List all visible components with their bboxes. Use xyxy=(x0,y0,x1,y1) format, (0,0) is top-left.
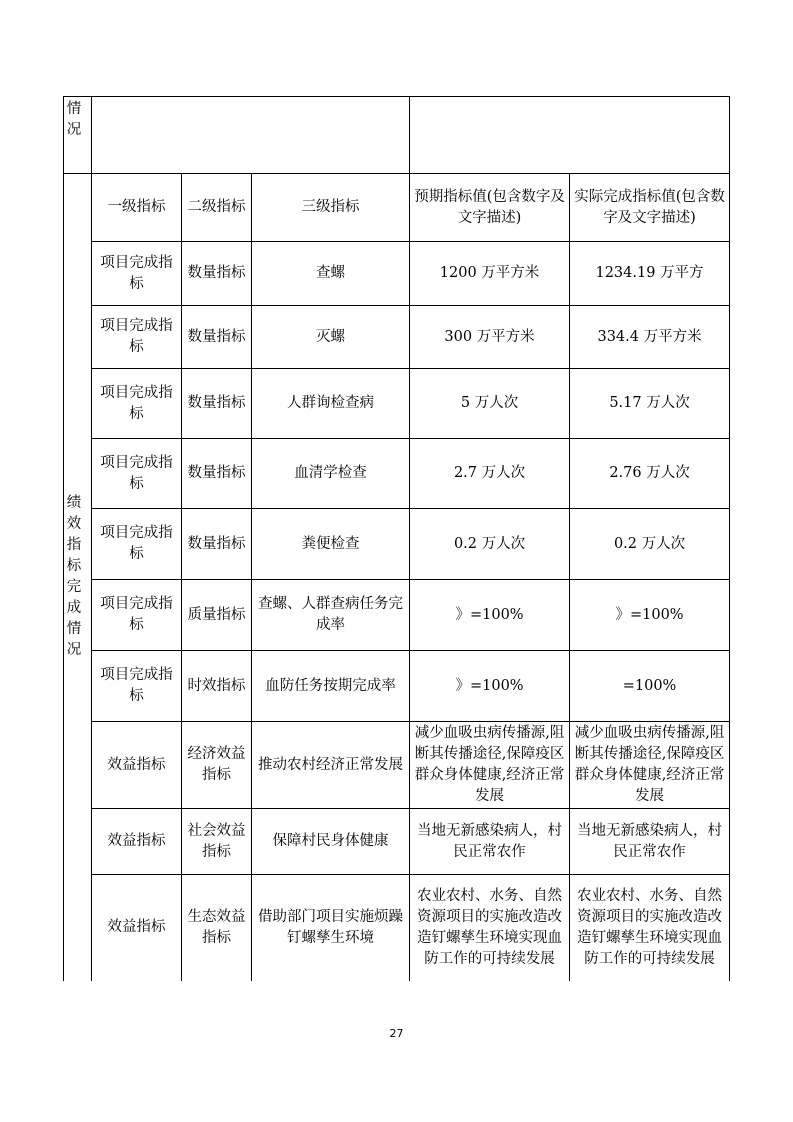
level2-cell: 数量指标 xyxy=(182,242,252,306)
actual-value-cell: 334.4 万平方米 xyxy=(570,306,730,369)
table-row xyxy=(64,875,730,981)
level2-cell: 数量指标 xyxy=(182,306,252,369)
level1-cell: 项目完成指标 xyxy=(92,306,182,369)
level1-cell: 项目完成指标 xyxy=(92,369,182,439)
level3-cell: 推动农村经济正常发展 xyxy=(252,722,410,809)
table-row xyxy=(64,580,730,651)
table-body xyxy=(64,97,730,981)
expected-value-cell: 》=100% xyxy=(410,580,570,651)
actual-value-cell: 5.17 万人次 xyxy=(570,369,730,439)
table-row xyxy=(64,369,730,439)
level3-cell: 查螺 xyxy=(252,242,410,306)
section-label: 绩效指标完成情况 xyxy=(64,174,92,981)
top-partial-row xyxy=(64,97,730,174)
level2-cell: 经济效益指标 xyxy=(182,722,252,809)
expected-value-cell: 农业农村、水务、自然资源项目的实施改造改造钉螺孳生环境实现血防工作的可持续发展 xyxy=(410,875,570,981)
table-row xyxy=(64,439,730,509)
page-number: 27 xyxy=(389,1027,404,1040)
table-row xyxy=(64,242,730,306)
level2-cell: 生态效益指标 xyxy=(182,875,252,981)
level2-cell: 质量指标 xyxy=(182,580,252,651)
level3-cell: 灭螺 xyxy=(252,306,410,369)
expected-value-cell: 》=100% xyxy=(410,651,570,722)
table-row xyxy=(64,809,730,875)
table-row xyxy=(64,651,730,722)
actual-value-cell: 1234.19 万平方 xyxy=(570,242,730,306)
actual-value-cell: =100% xyxy=(570,651,730,722)
level3-cell: 保障村民身体健康 xyxy=(252,809,410,875)
expected-value-cell: 2.7 万人次 xyxy=(410,439,570,509)
level3-cell: 血防任务按期完成率 xyxy=(252,651,410,722)
header-level1: 一级指标 xyxy=(92,174,182,242)
header-level2: 二级指标 xyxy=(182,174,252,242)
actual-value-cell: 减少血吸虫病传播源,阻断其传播途径,保障疫区群众身体健康,经济正常发展 xyxy=(570,722,730,809)
actual-value-cell: 农业农村、水务、自然资源项目的实施改造改造钉螺孳生环境实现血防工作的可持续发展 xyxy=(570,875,730,981)
level3-cell: 借助部门项目实施烦躁钉螺孳生环境 xyxy=(252,875,410,981)
level3-cell: 粪便检查 xyxy=(252,509,410,580)
expected-value-cell: 300 万平方米 xyxy=(410,306,570,369)
actual-value-cell: 0.2 万人次 xyxy=(570,509,730,580)
top-row-empty-cell xyxy=(92,97,410,174)
level2-cell: 社会效益指标 xyxy=(182,809,252,875)
actual-value-cell: 2.76 万人次 xyxy=(570,439,730,509)
level1-cell: 项目完成指标 xyxy=(92,509,182,580)
level1-cell: 项目完成指标 xyxy=(92,651,182,722)
header-actual: 实际完成指标值(包含数字及文字描述) xyxy=(570,174,730,242)
header-row xyxy=(64,174,730,242)
expected-value-cell: 0.2 万人次 xyxy=(410,509,570,580)
level2-cell: 数量指标 xyxy=(182,439,252,509)
level1-cell: 项目完成指标 xyxy=(92,242,182,306)
top-row-label: 情况 xyxy=(64,97,92,174)
table-row xyxy=(64,306,730,369)
expected-value-cell: 减少血吸虫病传播源,阻断其传播途径,保障疫区群众身体健康,经济正常发展 xyxy=(410,722,570,809)
expected-value-cell: 5 万人次 xyxy=(410,369,570,439)
level3-cell: 人群询检查病 xyxy=(252,369,410,439)
level1-cell: 项目完成指标 xyxy=(92,580,182,651)
level1-cell: 效益指标 xyxy=(92,722,182,809)
expected-value-cell: 当地无新感染病人，村民正常农作 xyxy=(410,809,570,875)
performance-table xyxy=(63,96,730,981)
level2-cell: 数量指标 xyxy=(182,509,252,580)
header-expected: 预期指标值(包含数字及文字描述) xyxy=(410,174,570,242)
level1-cell: 效益指标 xyxy=(92,809,182,875)
table-row xyxy=(64,722,730,809)
level1-cell: 项目完成指标 xyxy=(92,439,182,509)
level3-cell: 血清学检查 xyxy=(252,439,410,509)
table-row xyxy=(64,509,730,580)
actual-value-cell: 》=100% xyxy=(570,580,730,651)
level2-cell: 时效指标 xyxy=(182,651,252,722)
top-row-empty-cell-right xyxy=(410,97,730,174)
header-level3: 三级指标 xyxy=(252,174,410,242)
level3-cell: 查螺、人群查病任务完成率 xyxy=(252,580,410,651)
level2-cell: 数量指标 xyxy=(182,369,252,439)
expected-value-cell: 1200 万平方米 xyxy=(410,242,570,306)
actual-value-cell: 当地无新感染病人，村民正常农作 xyxy=(570,809,730,875)
level1-cell: 效益指标 xyxy=(92,875,182,981)
